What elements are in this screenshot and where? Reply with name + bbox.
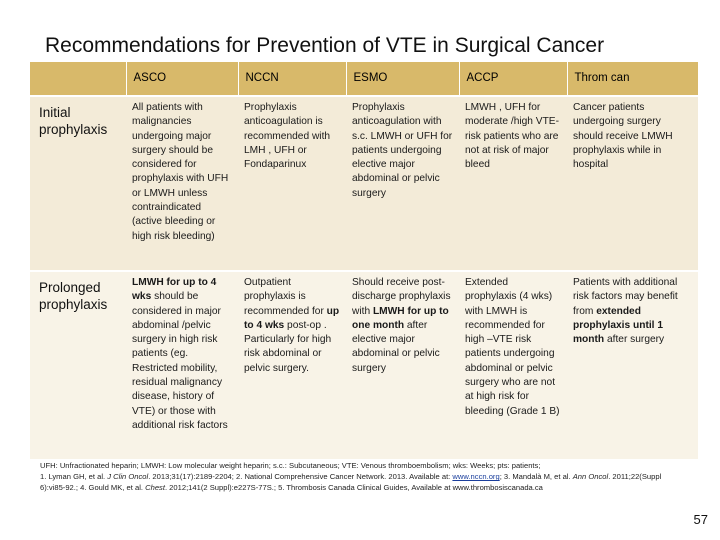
cell-text-pre: Extended prophylaxis (4 wks) with LMWH is recommended for high –VTE risk patients undergoing abdominal or pelvic surgery who are not at high risk for bleeding (Grade 1 B) — [465, 277, 560, 417]
abbreviations-note: UFH: Unfractionated heparin; LMWH: Low molecular weight heparin; s.c.: Subcutaneous; VTE: Venous thromboembolism; wks: Weeks; pts: patients; — [40, 461, 541, 470]
header-cell-asco: ASCO — [126, 62, 238, 96]
ref-text: 1. Lyman GH, et al. — [40, 472, 108, 482]
cell-text-post: after elective major abdominal or pelvic surgery — [352, 319, 440, 374]
cell-prolonged-esmo — [346, 271, 459, 459]
ref-journal: Chest — [145, 483, 165, 493]
cell-text-pre: Patients with additional risk factors may benefit from — [573, 277, 678, 317]
cell-text-pre: Outpatient prophylaxis is recommended for — [244, 277, 327, 317]
recommendations-table — [30, 62, 698, 459]
cell-text-bold: LMWH for up to 4 wks — [132, 277, 217, 303]
cell-initial-nccn: Prophylaxis anticoagulation is recommended with LMH , UFH or Fondaparinux — [238, 96, 346, 271]
cell-text-bold: LMWH for up to one month — [352, 305, 449, 331]
ref-text: ; 3. Mandalà M, et al. — [499, 472, 573, 482]
cell-prolonged-accp — [459, 271, 567, 459]
ref-text: . 2013;31(17):2189-2204; 2. National Comprehensive Cancer Network. 2013. Available at: — [148, 472, 453, 482]
ref-journal: Ann Oncol — [572, 472, 609, 482]
cell-initial-accp: LMWH , UFH for moderate /high VTE-risk patients who are not at risk of major bleed — [459, 96, 567, 271]
header-cell-accp: ACCP — [459, 62, 567, 96]
row-label-prolonged: Prolonged prophylaxis — [30, 271, 126, 459]
header-cell-nccn: NCCN — [238, 62, 346, 96]
cell-text-bold: extended prophylaxis until 1 month — [573, 305, 664, 346]
header-cell-empty — [30, 62, 126, 96]
table-row-prolonged-prophylaxis — [30, 271, 698, 459]
cell-text-pre: Should receive post-discharge prophylaxis with — [352, 277, 451, 317]
header-cell-thromcan: Throm can — [567, 62, 698, 96]
footnotes — [40, 460, 670, 494]
cell-text-post: after surgery — [604, 334, 665, 346]
table-header-row — [30, 62, 698, 96]
cell-initial-thromcan: Cancer patients undergoing surgery should receive LMWH prophylaxis while in hospital — [567, 96, 698, 271]
nccn-link[interactable]: www.nccn.org — [452, 472, 500, 482]
cell-prolonged-nccn — [238, 271, 346, 459]
slide-title: Recommendations for Prevention of VTE in Surgical Cancer — [45, 34, 605, 57]
cell-text-bold: up to 4 wks — [244, 305, 340, 331]
header-cell-esmo: ESMO — [346, 62, 459, 96]
ref-text: . 2011;22(Suppl 6):vi85-92.; 4. Gould MK, et al. — [40, 472, 662, 493]
cell-text-post: should be considered in major abdominal /pelvic surgery in high risk patients (eg. Restricted mobility, residual malignancy disease, history of VTE) or those with additional risk factors — [132, 291, 228, 431]
ref-text: . 2012;141(2 Suppl):e227S-77S.; 5. Thrombosis Canada Clinical Guides, Available at www.thrombosiscanada.ca — [164, 483, 543, 493]
cell-text-post: post-op . Particularly for high risk abdominal or pelvic surgery. — [244, 319, 332, 374]
table-row-initial-prophylaxis — [30, 96, 698, 271]
cell-initial-asco: All patients with malignancies undergoing major surgery should be considered for prophylaxis with UFH or LMWH unless contraindicated (active bleeding or high risk bleeding) — [126, 96, 238, 271]
cell-initial-esmo: Prophylaxis anticoagulation with s.c. LMWH or UFH for patients undergoing elective major abdominal or pelvic surgery — [346, 96, 459, 271]
cell-prolonged-asco — [126, 271, 238, 459]
row-label-initial: Initial prophylaxis — [30, 96, 126, 271]
page-number: 57 — [693, 512, 708, 527]
cell-prolonged-thromcan — [567, 271, 698, 459]
references-note — [40, 471, 670, 493]
ref-journal: J Clin Oncol — [107, 472, 149, 482]
